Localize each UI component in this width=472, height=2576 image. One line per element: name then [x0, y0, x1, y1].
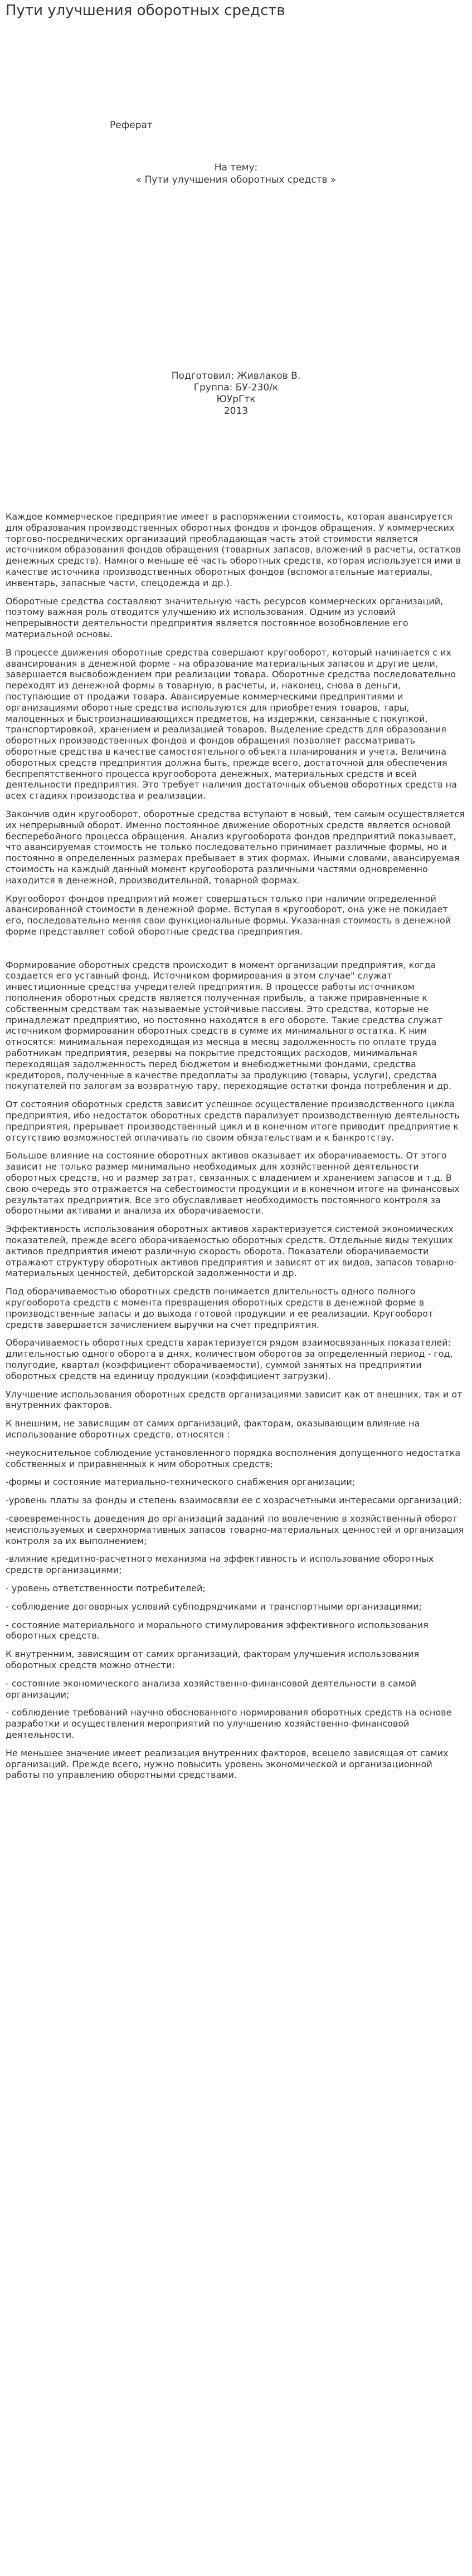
paragraph: Не меньшее значение имеет реализация внутренних факторов, всецело зависящая от самих организаций. Прежде всего, нужно повысить уровень экономической и организационной работы по управлению оборотными средствами. — [6, 1747, 449, 1781]
paragraph: Под оборачиваемостью оборотных средств понимается длительность одного полного кругооборота средств с момента превращения оборотных средств в денежной форме в производственные запасы и до выхода готовой продукции и ее реализации. Кругооборот средств завершается зачислением выручки на счет предприятия. — [6, 1286, 434, 1330]
paragraph: Закончив один кругооборот, оборотные средства вступают в новый, тем самым осуществляется их непрерывный оборот. Именно постоянное движение оборотных средств является основой бесперебойного процесса обращения. Анализ кругооборота фондов предприятий показывает, что авансируемая стоимость не только последовательно принимает различные формы, но и постоянно в определенных размерах пребывает в этих формах. Иными словами, авансируемая стоимость на каждый данный момент кругооборота различными частями одновременно находится в денежной, производительной, товарной формах. — [6, 808, 465, 886]
list-item: -своевременность доведения до организаций заданий по вовлечению в хозяйственный оборот неиспользуемых и сверхнормативных запасов товарно-материальных ценностей и организация контроля за их выполнением; — [6, 1513, 464, 1546]
author-line: Подготовил: Живлаков В. — [171, 370, 301, 382]
paragraph: Улучшение использования оборотных средств организациями зависит как от внешних, так и от внутренних факторов. — [6, 1389, 463, 1411]
list-item: -уровень платы за фонды и степень взаимосвязи ее с хозрасчетными интересами организаций; — [6, 1495, 462, 1506]
list-item: - состояние экономического анализа хозяйственно-финансовой деятельности в самой организации; — [6, 1678, 416, 1700]
paragraph: В процессе движения оборотные средства совершают кругооборот, который начинается с их авансирования в денежной форме - на образование материальных запасов и другие цели, завершается высвобождением при реализации товара. Оборотные средства последовательно переходят из денежной формы в товарную, в расчеты, и, наконец, снова в деньги, поступающие от продажи товара. Авансируемые коммерческими предприятиями и организациями оборотные средства используются для приобретения товаров, тары, малоценных и быстроизнашивающихся предметов, на издержки, связанные с покупкой, транспортировкой, хранением и реализацией товаров. Выделение средств для образования оборотных производственных фондов и фондов обращения позволяет рассматривать оборотные средства в качестве самостоятельного объекта планирования и учета. Величина оборотных средств предприятия должна быть, прежде всего, достаточной для обеспечения беспрепятственного процесса кругооборота денежных, материальных средств и всей деятельности предприятия. Это требует наличия достаточных объемов оборотных средств на всех стадиях производства и реализации. — [6, 647, 457, 801]
paragraph: К внутренним, зависящим от самих организаций, факторам улучшения использования оборотных средств можно отнести: — [6, 1649, 420, 1670]
paragraph: Кругооборот фондов предприятий может совершаться только при наличии определенной авансированной стоимости в денежной форме. Вступая в кругооборот, она уже не покидает его, последовательно меняя свои функциональные формы. Указанная стоимость в денежной форме представляет собой оборотные средства предприятия. — [6, 893, 451, 937]
essay-label: Реферат — [110, 120, 153, 131]
college-line: ЮУрГтк — [216, 394, 256, 405]
topic-heading: На тему: — [214, 162, 258, 173]
list-item: - уровень ответственности потребителей; — [6, 1582, 206, 1593]
list-item: - соблюдение требований научно обоснованного нормирования оборотных средств на основе разработки и осуществления мероприятий по улучшению хозяйственно-финансовой деятельности. — [6, 1707, 452, 1740]
list-item: -влияние кредитно-расчетного механизма на эффективность и использование оборотных средств организациями; — [6, 1553, 434, 1576]
document-title: Пути улучшения оборотных средств — [6, 2, 285, 19]
paragraph: Большое влияние на состояние оборотных активов оказывает их оборачиваемость. От этого зависит не только размер минимально необходимых для хозяйственной деятельности оборотных средств, но и размер затрат, связанных с владением и хранением запасов и т.д. В свою очередь это отражается на себестоимости продукции и в конечном итоге на финансовых результатах предприятия. Все это обуславливает необходимость постоянного контроля за оборотными активами и анализа их оборачиваемости. — [6, 1150, 460, 1216]
year-line: 2013 — [223, 405, 249, 417]
paragraph: Оборотные средства составляют значительную часть ресурсов коммерческих организаций, поэтому важная роль отводится улучшению их использования. Одним из условий непрерывности деятельности предприятия является постоянное возобновление его материальной основы. — [6, 595, 444, 639]
paragraph: Эффективность использования оборотных активов характеризуется системой экономических показателей, прежде всего оборачиваемостью оборотных средств. Отдельные виды текущих активов предприятия имеют различную скорость оборота. Показатели оборачиваемости отражают структуру оборотных активов предприятия и зависят от их видов, запасов товарно-материальных ценностей, дебиторской задолженности и др. — [6, 1224, 458, 1279]
group-line: Группа: БУ-230/к — [193, 382, 279, 393]
author-block — [0, 370, 472, 417]
list-item: -неукоснительное соблюдение установленного порядка восполнения допущенного недостатка собственных и приравненных к ним оборотных средств; — [6, 1447, 461, 1469]
paragraph: От состояния оборотных средств зависит успешное осуществление производственного цикла предприятия, ибо недостаток оборотных средств парализует производственную деятельность предприятия, прерывает производственный цикл и в конечном итоге приводит предприятие к отсутствию возможностей оплачивать по своим обязательствам и к банкротству. — [6, 1099, 460, 1143]
paragraph: Каждое коммерческое предприятие имеет в распоряжении стоимость, которая авансируется для образования производственных оборотных фондов и фондов обращения. У коммерческих торгово-посреднических организаций преобладающая часть этой стоимости является источником образования фондов обращения (товарных запасов, вложений в расчеты, остатков денежных средств). Намного меньше её часть оборотных средств, которая используется ими в качестве источника производственных оборотных фондов (вспомогательные материалы, инвентарь, запасные части, спецодежда и др.). — [6, 511, 461, 588]
list-item: -формы и состояние материально-технического снабжения организации; — [6, 1477, 356, 1488]
body-text — [6, 511, 466, 1788]
topic-block — [0, 162, 472, 186]
paragraph: К внешним, не зависящим от самих организаций, факторам, оказывающим влияние на использование оборотных средств, относятся : — [6, 1418, 420, 1440]
paragraph: Формирование оборотных средств происходит в момент организации предприятия, когда создается его уставный фонд. Источником формирования в этом случае" служат инвестиционные средства учредителей предприятия. В процессе работы источником пополнения оборотных средств является полученная прибыль, а также приравненные к собственным средствам так называемые устойчивые пассивы. Это средства, которые не принадлежат предприятию, но постоянно находятся в его обороте. Такие средства служат источником формирования оборотных средств в сумме их минимального остатка. К ним относятся: минимальная переходящая из месяца в месяц задолженность по оплате труда работникам предприятия, резервы на покрытие предстоящих расходов, минимальная переходящая задолженность перед бюджетом и внебюджетными фондами, средства кредиторов, полученные в качестве предоплаты за продукцию (товары, услуги), средства покупателей по залогам за возвратную тару, переходящие остатки фонда потребления и др. — [6, 959, 452, 1092]
topic-title: « Пути улучшения оборотных средств » — [135, 174, 337, 185]
list-item: - соблюдение договорных условий субподрядчиками и транспортными организациями; — [6, 1601, 422, 1612]
paragraph: Оборачиваемость оборотных средств характеризуется рядом взаимосвязанных показателей: длительностью одного оборота в днях, количеством оборотов за определенный период - год, полугодие, квартал (коэффициент оборачиваемости), суммой занятых на предприятии оборотных средств на единицу продукции (коэффициент загрузки). — [6, 1337, 453, 1381]
list-item: - состояние материального и морального стимулирования эффективного использования оборотных средств. — [6, 1619, 429, 1641]
